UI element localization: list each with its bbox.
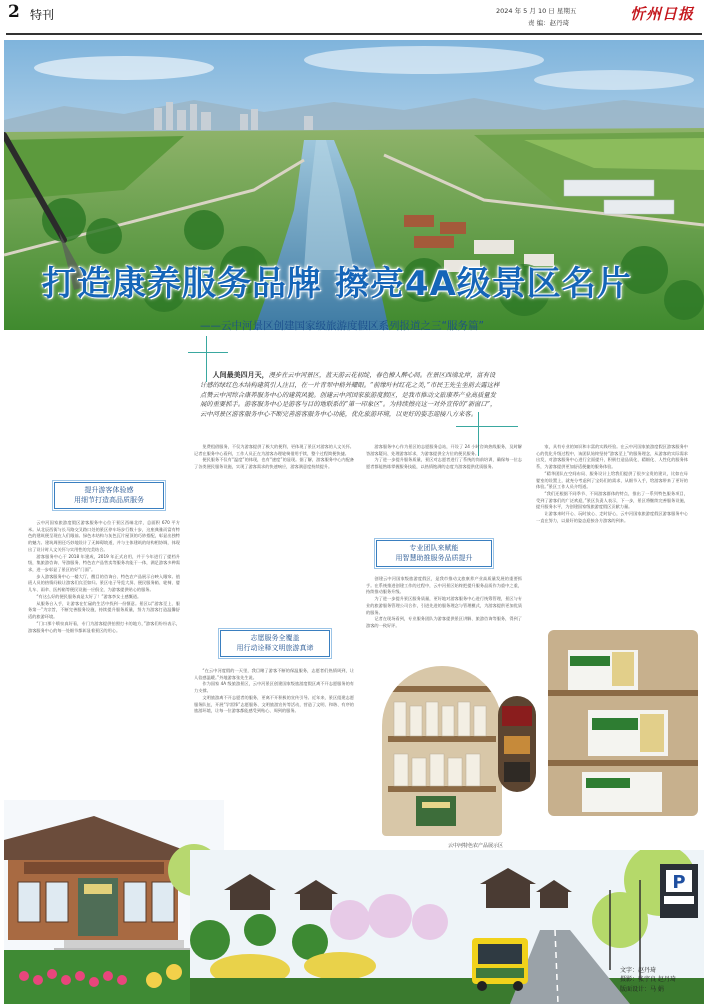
- credit-text: 文字：赵丹琦: [620, 967, 657, 974]
- paragraph: “门口那个喷泉真好看，专门为游客提供拍照打卡的地方，”游客们纷纷表示，游客服务中心的每一处细节都彰显着景区的用心。: [28, 620, 180, 633]
- paragraph: 步入游客服务中心一楼大厅，醒目的咨询台、特色农产品展示台映入眼帘。值班人员的热情问候让游客们宾至如归。景区电子导览大屏、便民服务箱、轮椅、婴儿车、雨伞、医药箱等便民设施一应俱全，为游客提供贴心的服务。: [28, 573, 180, 593]
- page-number: 2: [8, 2, 20, 22]
- paragraph: 文明旅游离不开志愿者的服务，更离不开积极的宣传引导。近年来，景区组建志愿服务队伍，开展“学雷锋”志愿服务、文明旅游宣传等活动，营造了文明、和谐、有序的旅游环境，让每一位游客都能感受到贴心、周到的服务。: [194, 694, 354, 714]
- headline: 打造康养服务品牌 擦亮4A级景区名片: [42, 264, 632, 304]
- section-subtitle-1: 提升游客体验感 用细节打造高品质服务: [54, 482, 164, 509]
- paragraph: 家，具有专业的知识和丰富的实践经验。在云中河国家旅游度假区游客服务中心的优化升级过程中，该团队始终坚持“游客至上”的服务理念，从游客的实际需求出发，对游客服务中心进行全面提升，积极打造品质化、精细化、人性化的服务体系，为游客提供更加舒适便捷的服务体验。: [536, 444, 688, 470]
- photo-caption: 云中河特色农产品展示区: [448, 843, 504, 849]
- paragraph: 游客服务中心作为景区的志愿服务总站，开设了 24 小时咨询热线服务，及时解答游客疑问、处理游客诉求，为游客提供全方位的便民服务。: [366, 444, 522, 456]
- article-column-2a: [194, 444, 354, 616]
- newspaper-logo: 忻州日报: [630, 5, 695, 23]
- issue-date: 2024 年 5 月 10 日 星期五: [496, 7, 577, 15]
- section-subtitle-2: 志愿服务全覆盖 用行动诠释文明旅游真谛: [220, 630, 330, 657]
- paragraph: 作为国家 4A 级旅游景区，云中河景区创建国家级旅游度假区离不开志愿服务的有力支撑。: [194, 681, 354, 694]
- subheadline: ——云中河景区创建国家级旅游度假区系列报道之三“服务篇”: [200, 320, 484, 332]
- credits: [620, 966, 676, 994]
- paragraph: 为了进一步提升服务质量，景区对志愿者进行了系统的岗前培训，确保每一位志愿者都能熟练掌握服务技能，以热情饱满的态度为游客提供优质服务。: [366, 457, 522, 470]
- paragraph: “我们还根据不同季节、不同游客群体的特点，推出了一系列特色服务项目，受到了游客们的广泛欢迎，”景区负责人表示，下一步，景区将继续完善服务设施，提升服务水平，为创建国家级旅游度假区贡献力量。: [536, 491, 688, 510]
- paragraph: 记者在现场看到，专业服务团队为游客提供景区讲解、旅游咨询等服务，得到了游客的一致好评。: [366, 616, 522, 629]
- article-column-1: [28, 520, 180, 798]
- paragraph: 创建云中河国家级旅游度假区，是我市推动文旅康养产业高质量发展的重要抓手。在系统推进创建工作的过程中，云中河景区始终把提升服务品质作为重中之重，持续推动服务升级。: [366, 576, 522, 595]
- paragraph: 从服务台入手，让游客在忙碌的生活中找到一份惬意。景区以“游客至上、服务第一”为宗旨，不断完善服务设施，持续提升服务质量，努力为游客打造温馨舒适的旅游环境。: [28, 600, 180, 620]
- credit-layout: 版面设计：马 娟: [620, 985, 664, 993]
- intro-text: 漫步在云中河景区，蓝天游云花初绽，春色撩人醉心间。在景区西端北岸，富有设计感的绿红色木结构建筑引人注目，在一片青翠中格外耀眼。“前缘叶村红花之美，”市民王先生坐前去露这样点赞云中河综合康养服务中心的建筑风貌。创建云中河国家旅游度假区，是我市推动文旅康养产业高质量发展的重要抓手。游客服务中心是游客与目的地联系的“第一印象区”。为持续擦亮这一对外宣传的“新窗口”，云中河景区游客服务中心不断完善游客服务中心功能，优化旅游环境，以更好的姿态迎接八方来客。: [200, 372, 500, 419]
- intro-paragraph: [200, 370, 500, 420]
- product-detail-photo: [498, 696, 536, 792]
- section-subtitle-3: 专业团队来赋能 用智慧助推服务品质提升: [376, 540, 492, 567]
- article-column-3b: [366, 576, 522, 660]
- paragraph: 便民服务不仅有“温度”的体现，也有“速度”的显现。据了解，游客服务中心内配备了各类便民服务设施，实现了游客需求的快速响应，游客满意度持续提升。: [194, 457, 354, 470]
- paragraph: 为了进一步提升景区服务质量，更好地对游客服务中心进行统筹管理，景区与专业的旅游服务管理公司合作，引进先进的服务理念与管理模式，为游客提供更加优质的服务。: [366, 596, 522, 615]
- article-column-2b: [194, 668, 354, 800]
- paragraph: 免费租借服务，不仅为游客提供了极大的便利，更体现了景区对游客的人文关怀。记者在服务中心看到，工作人员正在为游客办理轮椅借用手续，整个过程简便快捷。: [194, 444, 354, 456]
- decor-line: [188, 352, 228, 353]
- paragraph: “有这么好的便民服务真是太好了！”游客李女士感慨道。: [36, 593, 142, 599]
- svg-text:P: P: [672, 872, 686, 893]
- paragraph: “在云中河度假的一天里，我目睹了游客不断的保温服务，志愿者们热情周到，让人倍感温暖。”外地游客张先生说。: [194, 668, 354, 680]
- gift-box-photo: [548, 630, 698, 816]
- page-editor: 责 编：赵丹琦: [528, 19, 570, 27]
- decor-line: [456, 426, 518, 427]
- paragraph: 让游客来时开心、玩时放心、走时舒心，云中河国家旅游度假区游客服务中心一直在努力，以最好的姿态迎接各方游客的到来。: [536, 511, 688, 523]
- paragraph: 云中河国家旅游度假区游客服务中心位于景区西端北岸，总面积 670 平方米。从北辰西街与长马路交叉路口处的景区停车场步行数十步，这座典雅而富有特色的建筑便呈现在人们眼前。绿色木结构与灰色瓦片屋顶的巧妙搭配，彰显出独特的魅力。建筑周围还巧妙地设计了无障碍坡道，并与主体建筑的结构相协调，体现出了设计时人文关怀与实用性的完美结合。: [28, 520, 180, 552]
- product-display-photo: [382, 666, 502, 836]
- section-name: 特刊: [30, 8, 55, 22]
- credit-photo: 摄影：张宇良 赵丹琦: [620, 976, 676, 984]
- article-column-3a: [366, 444, 522, 526]
- header-rule: [6, 33, 702, 35]
- paragraph: 游客服务中心于 2018 年建成，2019 年正式启用，并于今年进行了提档升级，集旅游咨询、导游服务、特色农产品售卖等服务功能于一体，满足游客多种需求，进一步彰显了景区的好“门面”。: [28, 553, 180, 573]
- intro-lead: 人间最美四月天，: [212, 370, 269, 379]
- paragraph: “精华团队在空间布局、服务设计上给我们提供了很多宝贵的建议，比如在母婴室的设置上，就充分考虑到了宝妈们的需求，从细节入手，给游客带来了更好的体验。”景区工作人员介绍道。: [536, 470, 688, 490]
